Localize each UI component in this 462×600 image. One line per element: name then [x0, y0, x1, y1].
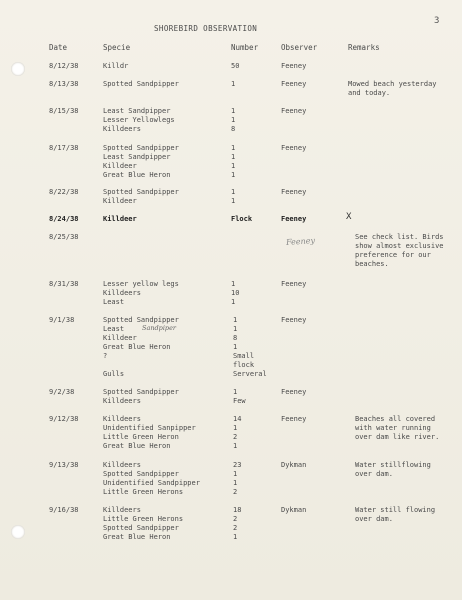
entry-date: 9/12/38: [49, 415, 79, 423]
entry-date: 9/2/38: [49, 388, 75, 396]
entry-species: Least Sandpipper: [103, 107, 171, 115]
entry-species: Killdeers: [103, 397, 141, 405]
entry-number: 1: [231, 280, 236, 288]
entry-remark: preference for our: [355, 251, 431, 259]
entry-species: Killdeers: [103, 506, 141, 514]
entry-number: 8: [233, 334, 238, 342]
entry-remark: Water stillflowing: [355, 461, 431, 469]
entry-number: 8: [231, 125, 236, 133]
entry-species: Lesser yellow legs: [103, 280, 179, 288]
entry-species: Spotted Sandpipper: [103, 470, 179, 478]
entry-species: Spotted Sandpipper: [103, 188, 179, 196]
entry-species: Killdeer: [103, 197, 137, 205]
entry-species: Great Blue Heron: [103, 533, 171, 541]
entry-species: Great Blue Heron: [103, 442, 171, 450]
entry-remark: Water still flowing: [355, 506, 436, 514]
entry-species: Spotted Sandpipper: [103, 144, 179, 152]
entry-number: 2: [233, 515, 238, 523]
entry-date: 9/13/38: [49, 461, 79, 469]
entry-number: 2: [233, 488, 238, 496]
entry-number: 1: [231, 153, 236, 161]
entry-number: 1: [231, 144, 236, 152]
entry-species: Least Sandpipper: [103, 153, 171, 161]
entry-date: 8/31/38: [49, 280, 79, 288]
entry-observer: Dykman: [281, 506, 307, 514]
entry-observer: Feeney: [281, 144, 307, 152]
entry-number: 1: [231, 188, 236, 196]
entry-observer: Feeney: [281, 280, 307, 288]
entry-species: Little Green Herons: [103, 488, 184, 496]
entry-observer: Feeney: [281, 80, 307, 88]
entry-date: 8/22/38: [49, 188, 79, 196]
entry-number: 1: [231, 80, 236, 88]
entry-remark: Mowed beach yesterday: [348, 80, 437, 88]
entry-number: 1: [231, 171, 236, 179]
handwritten-note: Sandpiper: [142, 324, 177, 332]
entry-remark: See check list. Birds: [355, 233, 444, 241]
entry-species: Great Blue Heron: [103, 171, 171, 179]
entry-species: Killdeer: [103, 215, 137, 223]
entry-number: 1: [233, 424, 238, 432]
header-observer: Observer: [281, 43, 318, 52]
entry-species: Killdeers: [103, 289, 141, 297]
header-number: Number: [231, 43, 259, 52]
binder-hole-top: [11, 62, 25, 76]
entry-observer: Feeney: [281, 316, 307, 324]
entry-species: Spotted Sandpipper: [103, 80, 179, 88]
entry-number: 1: [233, 388, 238, 396]
entry-number: Serveral: [233, 370, 267, 378]
entry-species: Killdeers: [103, 415, 141, 423]
entry-remark: over dam.: [355, 470, 393, 478]
binder-hole-bottom: [11, 525, 25, 539]
entry-number: 50: [231, 62, 240, 70]
entry-number: flock: [233, 361, 255, 369]
entry-species: Gulls: [103, 370, 125, 378]
entry-species: Little Green Heron: [103, 433, 179, 441]
entry-date: 9/16/38: [49, 506, 79, 514]
entry-species: Killdr: [103, 62, 129, 70]
entry-number: 2: [233, 433, 238, 441]
entry-remark: with water running: [355, 424, 431, 432]
entry-date: 8/15/38: [49, 107, 79, 115]
entry-date: 8/25/38: [49, 233, 79, 241]
entry-number: 1: [233, 479, 238, 487]
entry-species: Least: [103, 325, 125, 333]
entry-date: 8/12/38: [49, 62, 79, 70]
entry-date: 8/17/38: [49, 144, 79, 152]
entry-date: 9/1/38: [49, 316, 75, 324]
entry-number: 1: [231, 107, 236, 115]
entry-species: Killdeers: [103, 461, 141, 469]
entry-date: 8/24/38: [49, 215, 79, 223]
entry-number: 23: [233, 461, 242, 469]
entry-number: 18: [233, 506, 242, 514]
entry-species: Least: [103, 298, 125, 306]
header-date: Date: [49, 43, 68, 52]
entry-species: Killdeers: [103, 125, 141, 133]
entry-number: 1: [233, 442, 238, 450]
entry-observer: Feeney: [281, 215, 307, 223]
header-specie: Specie: [103, 43, 131, 52]
entry-species: Killdeer: [103, 162, 137, 170]
entry-number: Few: [233, 397, 246, 405]
entry-remark: show almost exclusive: [355, 242, 444, 250]
entry-species: ?: [103, 352, 108, 360]
observer-signature: Feeney: [285, 235, 316, 248]
entry-number: Flock: [231, 215, 253, 223]
entry-observer: Feeney: [281, 62, 307, 70]
entry-observer: Feeney: [281, 107, 307, 115]
entry-remark: Beaches all covered: [355, 415, 436, 423]
entry-observer: Feeney: [281, 388, 307, 396]
check-mark-icon: X: [346, 212, 352, 222]
entry-number: 1: [231, 162, 236, 170]
entry-species: Unidentified Sanpipper: [103, 424, 196, 432]
header-remarks: Remarks: [348, 43, 380, 52]
entry-observer: Feeney: [281, 415, 307, 423]
entry-species: Killdeer: [103, 334, 137, 342]
entry-number: 10: [231, 289, 240, 297]
entry-observer: Feeney: [281, 188, 307, 196]
entry-number: 2: [233, 524, 238, 532]
entry-number: 1: [233, 470, 238, 478]
entry-species: Spotted Sandpipper: [103, 316, 179, 324]
entry-remark: over dam like river.: [355, 433, 440, 441]
entry-number: 14: [233, 415, 242, 423]
entry-number: 1: [231, 197, 236, 205]
entry-species: Great Blue Heron: [103, 343, 171, 351]
entry-species: Spotted Sandpipper: [103, 524, 179, 532]
entry-number: 1: [233, 316, 238, 324]
entry-number: 1: [233, 343, 238, 351]
entry-remark: and today.: [348, 89, 391, 97]
entry-number: Small: [233, 352, 255, 360]
entry-number: 1: [231, 116, 236, 124]
entry-number: 1: [231, 298, 236, 306]
entry-remark: over dam.: [355, 515, 393, 523]
entry-remark: beaches.: [355, 260, 389, 268]
entry-species: Little Green Herons: [103, 515, 184, 523]
page-number: 3: [434, 16, 440, 26]
entry-species: Lesser Yellowlegs: [103, 116, 175, 124]
entry-number: 1: [233, 325, 238, 333]
entry-observer: Dykman: [281, 461, 307, 469]
entry-number: 1: [233, 533, 238, 541]
entry-date: 8/13/38: [49, 80, 79, 88]
entry-species: Unidentified Sandpipper: [103, 479, 200, 487]
page-title: SHOREBIRD OBSERVATION: [154, 24, 258, 33]
entry-species: Spotted Sandpipper: [103, 388, 179, 396]
